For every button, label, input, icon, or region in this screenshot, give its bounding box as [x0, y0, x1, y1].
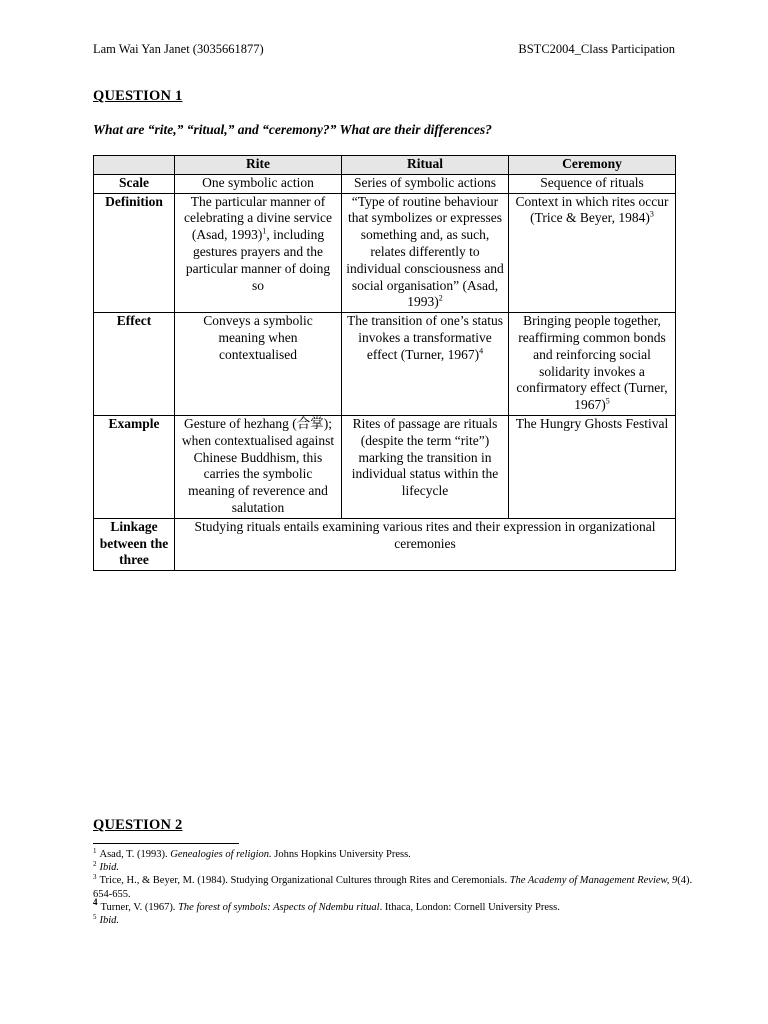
cell-definition-rite-text: The particular manner of celebrating a divine service (Asad, 1993) — [183, 193, 333, 243]
table-row-effect — [94, 313, 676, 416]
table-row-linkage — [94, 518, 676, 570]
footnote-2 — [93, 861, 693, 874]
cell-example-ritual: Rites of passage are rituals (despite the term “rite”) marking the transition in individual status within the lifecycle — [342, 415, 509, 518]
cell-effect-ceremony — [509, 313, 676, 416]
footnote-1 — [93, 848, 693, 861]
cell-linkage: Studying rituals entails examining various rites and their expression in organizational ceremonies — [175, 518, 676, 570]
comparison-table — [93, 155, 676, 571]
cell-effect-rite: Conveys a symbolic meaning when contextualised — [175, 313, 342, 416]
cell-example-rite: Gesture of hezhang (合掌); when contextualised against Chinese Buddhism, this carries the symbolic meaning of reverence and salutation — [175, 415, 342, 518]
column-header-ceremony: Ceremony — [509, 156, 676, 175]
column-header-ritual: Ritual — [342, 156, 509, 175]
cell-definition-ritual-text: “Type of routine behaviour that symbolizes or expresses something and, as such, relates differently to individual consciousness and social organisation” (Asad, 1993) — [346, 193, 504, 310]
footnote-3 — [93, 874, 693, 900]
footnote-ref-2: 2 — [438, 293, 443, 303]
footnote-ref-3: 3 — [649, 209, 654, 219]
header-course: BSTC2004_Class Participation — [518, 42, 675, 56]
cell-definition-ceremony-text: Context in which rites occur (Trice & Beyer, 1984) — [515, 193, 669, 226]
footnote-number: 4 — [93, 897, 98, 908]
cell-definition-rite — [175, 193, 342, 313]
row-label-example: Example — [94, 415, 175, 518]
header-author: Lam Wai Yan Janet (3035661877) — [93, 42, 264, 56]
footnote-number: 1 — [93, 846, 97, 855]
question-2-heading: QUESTION 2 — [93, 817, 183, 833]
footnote-text-tail: (4). 654-655. — [93, 875, 693, 900]
cell-scale-ritual: Series of symbolic actions — [342, 174, 509, 193]
cell-scale-rite: One symbolic action — [175, 174, 342, 193]
footnote-text: Trice, H., & Beyer, M. (1984). Studying Organizational Cultures through Rites and Ceremonials. — [99, 875, 510, 887]
footnote-ref-5: 5 — [605, 396, 610, 406]
cell-definition-ritual — [342, 193, 509, 313]
row-label-definition: Definition — [94, 193, 175, 313]
table-header-row — [94, 156, 676, 175]
footnote-title: Ibid. — [99, 915, 120, 927]
cell-definition-rite-tail: , including gestures prayers and the particular manner of doing so — [185, 227, 331, 293]
question-1-prompt: What are “rite,” “ritual,” and “ceremony?” What are their differences? — [93, 122, 492, 137]
table-corner-cell — [94, 156, 175, 175]
cell-effect-ritual — [342, 313, 509, 416]
table-row-example — [94, 415, 676, 518]
cell-scale-ceremony: Sequence of rituals — [509, 174, 676, 193]
footnote-separator — [93, 843, 239, 844]
table-row-definition — [94, 193, 676, 313]
footnote-ref-1: 1 — [262, 226, 267, 236]
footnote-4 — [93, 897, 693, 914]
question-1-heading: QUESTION 1 — [93, 88, 183, 104]
footnote-title: Genealogies of religion. — [170, 849, 272, 860]
footnote-title: Ibid. — [99, 862, 120, 874]
footnote-number: 3 — [93, 872, 97, 881]
footnote-text-tail: Johns Hopkins University Press. — [271, 849, 411, 860]
footnote-title: The Academy of Management Review, 9 — [509, 875, 678, 887]
table-row-scale — [94, 174, 676, 193]
row-label-scale: Scale — [94, 174, 175, 193]
footnote-number: 2 — [93, 859, 97, 868]
cell-definition-ceremony — [509, 193, 676, 313]
footnote-text-tail: . Ithaca, London: Cornell University Press. — [379, 901, 560, 913]
row-label-effect: Effect — [94, 313, 175, 416]
footnotes — [93, 848, 693, 927]
cell-effect-ritual-text: The transition of one’s status invokes a transformative effect (Turner, 1967) — [347, 313, 503, 362]
footnote-ref-4: 4 — [479, 346, 484, 356]
column-header-rite: Rite — [175, 156, 342, 175]
footnote-text: Asad, T. (1993). — [99, 849, 171, 860]
cell-effect-ceremony-text: Bringing people together, reaffirming common bonds and reinforcing social solidarity invokes a confirmatory effect (Turner, 1967) — [516, 313, 668, 413]
row-label-linkage: Linkage between the three — [94, 518, 175, 570]
footnote-5 — [93, 914, 693, 927]
cell-example-ceremony: The Hungry Ghosts Festival — [509, 415, 676, 518]
footnote-number: 5 — [93, 912, 97, 921]
footnote-title: The forest of symbols: Aspects of Ndembu ritual — [178, 901, 380, 913]
footnote-text: Turner, V. (1967). — [100, 901, 179, 913]
